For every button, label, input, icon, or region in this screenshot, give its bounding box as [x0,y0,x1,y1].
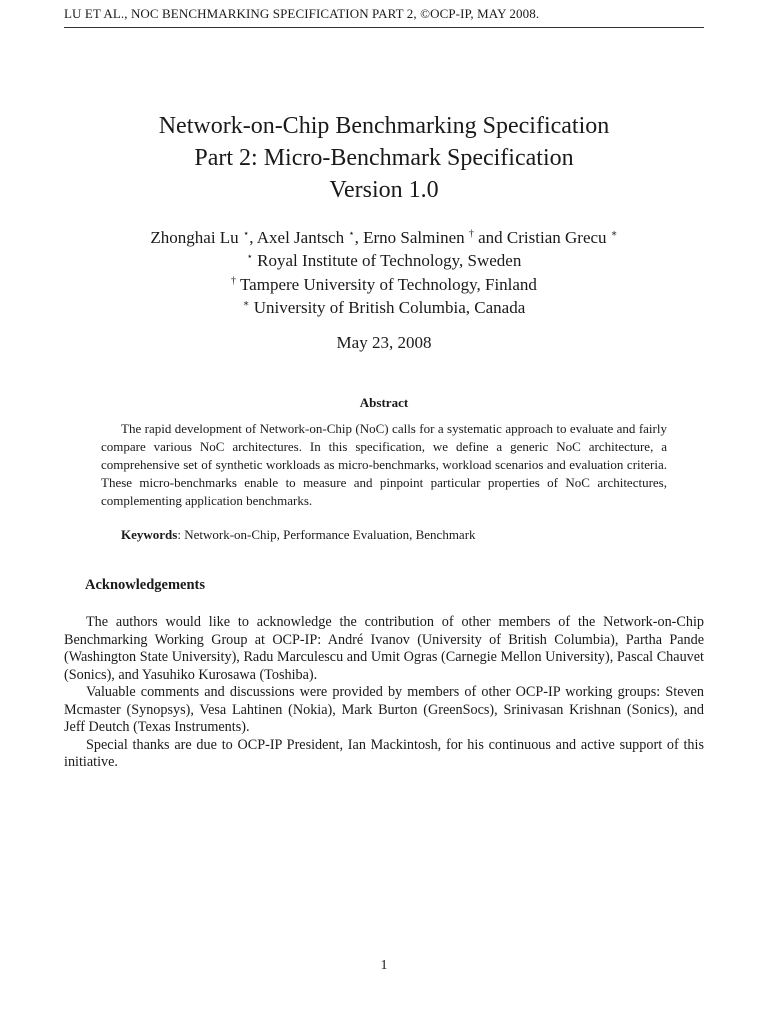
author-list [0,226,768,249]
author-block [0,226,768,319]
title-line-1: Network-on-Chip Benchmarking Specification [158,113,610,139]
author-3-mark: † [468,228,474,240]
keywords-text: : Network-on-Chip, Performance Evaluation, Benchmark [177,527,476,542]
affiliation-2-mark: † [231,274,237,286]
running-head: LU ET AL., NOC BENCHMARKING SPECIFICATION PART 2, ©OCP-IP, MAY 2008. [64,6,704,28]
affiliation-2 [0,273,768,296]
acknowledgements-heading: Acknowledgements [85,577,206,593]
ack-paragraph-2: Valuable comments and discussions were provided by members of other OCP-IP working groups: Steven Mcmaster (Synopsys), Vesa Lahtinen (Nokia), Mark Burton (GreenSocs), Srinivasan Krishnan (Sonics), and Jeff Deutch (Texas Instruments). [64,684,704,735]
keywords-label: Keywords [121,527,178,542]
paper-title [0,110,768,206]
keywords [121,526,667,544]
ack-paragraph-1: The authors would like to acknowledge the contribution of other members of the Network-on-Chip Benchmarking Working Group at OCP-IP: André Ivanov (University of British Columbia), Partha Pande (Washington State University), Radu Marculescu and Umit Ogras (Carnegie Mellon University), Pascal Chauvet (Sonics), and Yasuhiko Kurosawa (Toshiba). [64,614,704,683]
author-4: and Cristian Grecu [473,228,607,247]
page-number: 1 [380,958,388,973]
ack-paragraph-3: Special thanks are due to OCP-IP President, Ian Mackintosh, for his continuous and active support of this initiative. [64,736,704,770]
affiliation-1-mark: ⋆ [246,251,253,263]
affiliation-3 [0,296,768,319]
affiliation-3-text: University of British Columbia, Canada [249,297,526,317]
author-4-mark: ∗ [610,228,618,240]
title-line-3: Version 1.0 [329,177,439,203]
abstract-heading: Abstract [359,395,409,410]
affiliation-1-text: Royal Institute of Technology, Sweden [252,251,522,271]
author-1: Zhonghai Lu [150,228,239,247]
affiliation-3-mark: ∗ [242,298,250,310]
author-2-mark: ⋆ [348,228,355,240]
author-1-mark: ⋆ [242,228,250,240]
author-2: , Axel Jantsch [249,228,345,247]
affiliation-2-text: Tampere University of Technology, Finland [236,274,537,294]
author-3: , Erno Salminen [354,228,465,247]
affiliation-1 [0,249,768,272]
abstract-text: The rapid development of Network-on-Chip (NoC) calls for a systematic approach to evaluate and fairly compare various NoC architectures. In this specification, we define a generic NoC architecture, a comprehensive set of synthetic workloads as micro-benchmarks, workload scenarios and evaluation criteria. These micro-benchmarks enable to measure and pinpoint particular properties of NoC architectures, complementing application benchmarks. [101,421,667,508]
title-line-2: Part 2: Micro-Benchmark Specification [194,145,574,171]
publication-date: May 23, 2008 [336,333,432,352]
acknowledgements-body [64,614,704,772]
